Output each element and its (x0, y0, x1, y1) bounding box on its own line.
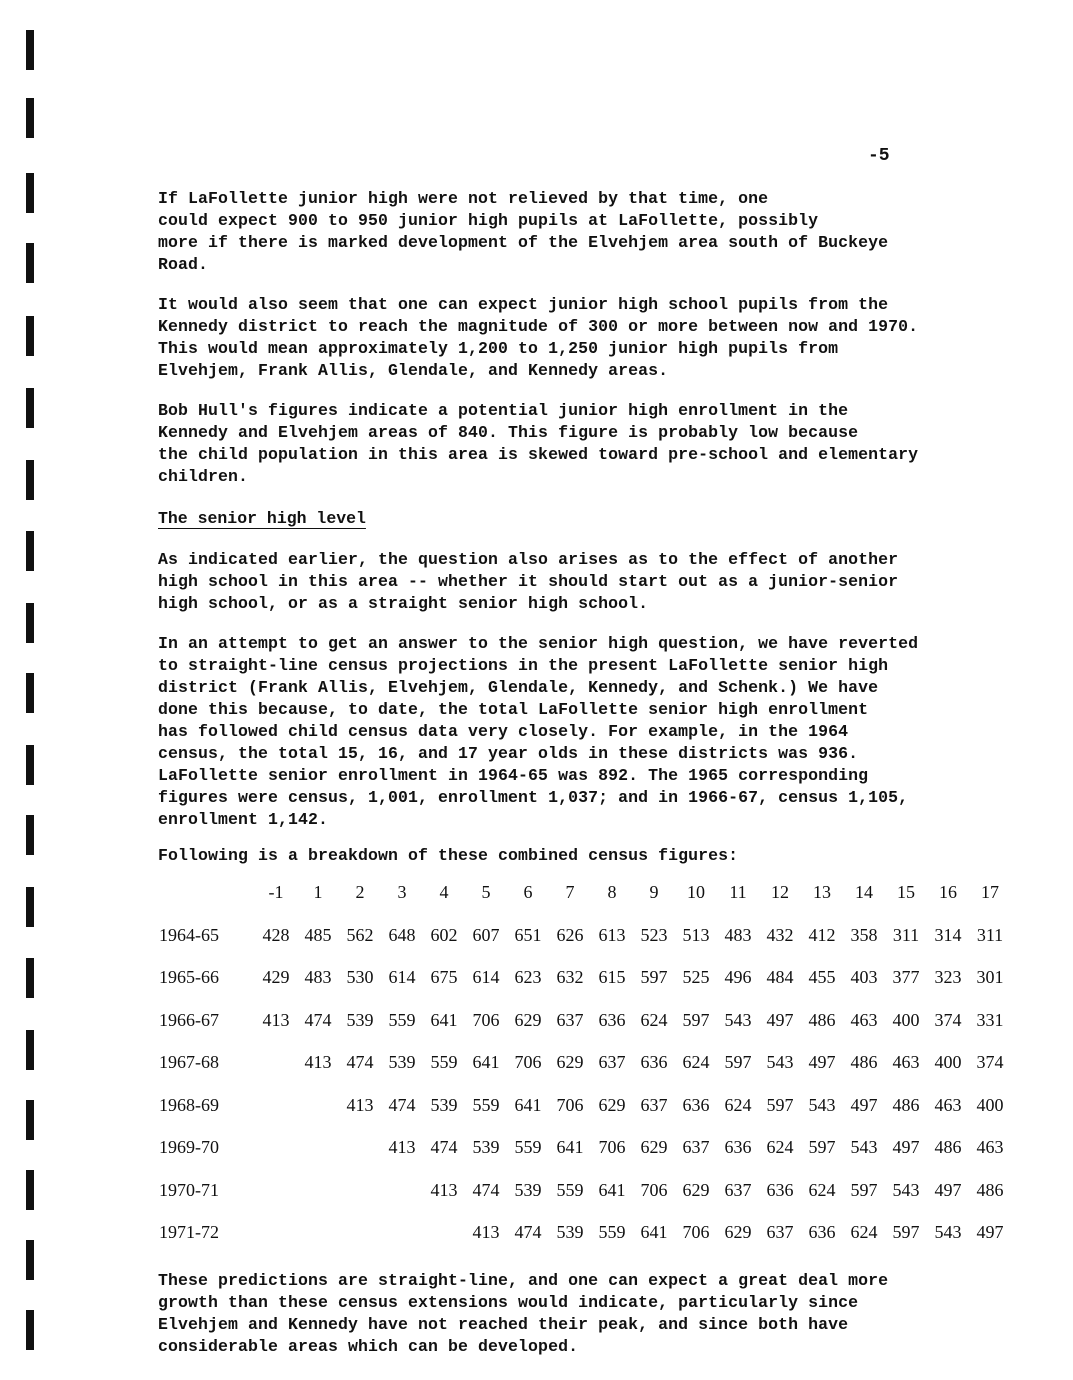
row-label-year: 1968-69 (159, 1094, 219, 1115)
census-value-cell: 497 (766, 1009, 794, 1030)
census-value-cell: 374 (934, 1009, 962, 1030)
census-value-cell: 597 (808, 1137, 836, 1157)
binder-mark (26, 887, 34, 927)
census-value-cell: 641 (556, 1137, 584, 1157)
census-value-cell: 463 (892, 1052, 920, 1072)
column-header: 4 (439, 882, 449, 902)
census-value-cell: 597 (724, 1052, 752, 1072)
column-header: 6 (523, 882, 533, 902)
census-value-cell: 562 (346, 924, 374, 945)
column-header: 8 (607, 882, 617, 902)
census-value-cell: 597 (892, 1222, 920, 1242)
census-value-cell: 623 (514, 967, 542, 987)
paragraph-bob-hull-figures: Bob Hull's figures indicate a potential junior high enrollment in the Kennedy and Elvehjem areas of 840. This figure is probably low because the child population in this area is skewed toward pre-school and elementary children. (158, 401, 919, 486)
census-value-cell: 629 (514, 1009, 542, 1030)
binder-mark (26, 1030, 34, 1070)
census-value-cell: 629 (682, 1179, 710, 1200)
census-value-cell: 597 (766, 1094, 794, 1115)
column-header: 10 (687, 882, 705, 902)
census-value-cell: 636 (640, 1052, 668, 1072)
row-label-year: 1971-72 (159, 1222, 219, 1242)
binder-mark (26, 1310, 34, 1350)
census-value-cell: 641 (514, 1094, 542, 1115)
census-value-cell: 413 (472, 1222, 500, 1242)
census-value-cell: 597 (640, 967, 668, 987)
paragraph-census-projections: In an attempt to get an answer to the senior high question, we have reverted to straight-line census projections in the present LaFollette senior high district (Frank Allis, Elvehjem, Glendale, Kennedy, and Schenk.) We have done this because, to date, the total LaFollette senior high enrollment has followed child census data very closely. For example, in the 1964 census, the total 15, 16, and 17 year olds in these districts was 936. LaFollette senior enrollment in 1964-65 was 892. The 1965 corresponding figures were census, 1,001, enrollment 1,037; and in 1966-67, census 1,105, enrollment 1,142. (158, 634, 919, 829)
census-value-cell: 497 (850, 1094, 878, 1115)
census-value-cell: 614 (472, 967, 500, 987)
census-value-cell: 311 (892, 924, 920, 945)
census-value-cell: 412 (808, 924, 836, 945)
census-value-cell: 636 (598, 1009, 626, 1030)
census-value-cell: 400 (892, 1009, 920, 1030)
column-header: 9 (649, 882, 659, 902)
census-value-cell: 496 (724, 967, 752, 987)
census-value-cell: 486 (934, 1137, 962, 1157)
census-value-cell: 513 (682, 924, 710, 945)
census-value-cell: 624 (850, 1222, 878, 1242)
census-value-cell: 463 (976, 1137, 1004, 1157)
census-value-cell: 597 (850, 1179, 878, 1200)
census-value-cell: 486 (808, 1009, 836, 1030)
census-value-cell: 474 (514, 1222, 542, 1242)
census-value-cell: 706 (472, 1009, 500, 1030)
census-value-cell: 486 (976, 1179, 1004, 1200)
census-value-cell: 474 (472, 1179, 500, 1200)
binder-mark (26, 745, 34, 785)
binder-mark (26, 815, 34, 855)
census-value-cell: 624 (724, 1094, 752, 1115)
census-value-cell: 626 (556, 924, 584, 945)
census-value-cell: 641 (640, 1222, 668, 1242)
census-value-cell: 377 (892, 967, 920, 987)
binder-mark (26, 316, 34, 356)
census-value-cell: 474 (388, 1094, 416, 1115)
column-header: 17 (981, 882, 999, 902)
census-value-cell: 636 (808, 1222, 836, 1242)
census-value-cell: 539 (388, 1052, 416, 1072)
census-value-cell: 486 (850, 1052, 878, 1072)
page-number: -5 (868, 146, 890, 166)
binder-mark (26, 1170, 34, 1210)
binder-mark (26, 958, 34, 998)
census-value-cell: 629 (556, 1052, 584, 1072)
census-value-cell: 543 (934, 1222, 962, 1242)
census-value-cell: 413 (262, 1009, 290, 1030)
census-value-cell: 641 (430, 1009, 458, 1030)
census-value-cell: 543 (892, 1179, 920, 1200)
census-value-cell: 474 (304, 1009, 332, 1030)
census-value-cell: 706 (556, 1094, 584, 1115)
census-row (155, 925, 1005, 955)
census-value-cell: 485 (304, 924, 332, 945)
census-value-cell: 483 (304, 967, 332, 987)
census-value-cell: 525 (682, 967, 710, 987)
census-value-cell: 597 (682, 1009, 710, 1030)
column-header: 11 (729, 882, 747, 902)
binder-mark (26, 1100, 34, 1140)
census-value-cell: 559 (598, 1222, 626, 1242)
census-value-cell: 543 (850, 1137, 878, 1157)
census-value-cell: 484 (766, 967, 794, 987)
census-value-cell: 463 (934, 1094, 962, 1115)
census-value-cell: 314 (934, 924, 962, 945)
column-header: 3 (397, 882, 407, 902)
census-value-cell: 602 (430, 924, 458, 945)
row-label-year: 1967-68 (159, 1052, 219, 1072)
column-header: 7 (565, 882, 575, 902)
census-value-cell: 523 (640, 924, 668, 945)
census-value-cell: 539 (472, 1137, 500, 1157)
binder-mark (26, 173, 34, 213)
column-header: 5 (481, 882, 491, 902)
census-value-cell: 413 (388, 1137, 416, 1157)
binder-mark (26, 603, 34, 643)
census-value-cell: 400 (976, 1094, 1004, 1115)
column-header: 12 (771, 882, 789, 902)
census-value-cell: 706 (640, 1179, 668, 1200)
census-value-cell: 629 (598, 1094, 626, 1115)
census-value-cell: 539 (514, 1179, 542, 1200)
census-value-cell: 497 (976, 1222, 1004, 1242)
binder-mark (26, 460, 34, 500)
census-value-cell: 636 (766, 1179, 794, 1200)
binder-mark (26, 1240, 34, 1280)
census-value-cell: 474 (346, 1052, 374, 1072)
census-value-cell: 497 (892, 1137, 920, 1157)
census-value-cell: 629 (640, 1137, 668, 1157)
census-value-cell: 624 (808, 1179, 836, 1200)
census-value-cell: 637 (598, 1052, 626, 1072)
census-row (155, 1010, 1005, 1040)
binder-mark (26, 30, 34, 70)
census-row (155, 1095, 1005, 1125)
census-header-row (155, 882, 1005, 912)
census-value-cell: 615 (598, 967, 626, 987)
column-header: 16 (939, 882, 957, 902)
census-value-cell: 432 (766, 924, 794, 945)
column-header: 15 (897, 882, 915, 902)
binder-mark (26, 673, 34, 713)
census-value-cell: 539 (556, 1222, 584, 1242)
census-value-cell: 651 (514, 924, 542, 945)
census-value-cell: 413 (346, 1094, 374, 1115)
census-value-cell: 559 (556, 1179, 584, 1200)
row-label-year: 1970-71 (159, 1179, 219, 1200)
census-value-cell: 539 (430, 1094, 458, 1115)
census-value-cell: 455 (808, 967, 836, 987)
row-label-year: 1964-65 (159, 924, 219, 945)
census-value-cell: 543 (724, 1009, 752, 1030)
census-value-cell: 624 (640, 1009, 668, 1030)
census-value-cell: 428 (262, 924, 290, 945)
census-value-cell: 543 (766, 1052, 794, 1072)
census-value-cell: 559 (430, 1052, 458, 1072)
census-value-cell: 323 (934, 967, 962, 987)
census-value-cell: 607 (472, 924, 500, 945)
census-value-cell: 358 (850, 924, 878, 945)
census-value-cell: 637 (682, 1137, 710, 1157)
census-value-cell: 413 (430, 1179, 458, 1200)
census-value-cell: 641 (472, 1052, 500, 1072)
census-value-cell: 559 (388, 1009, 416, 1030)
census-value-cell: 637 (640, 1094, 668, 1115)
census-value-cell: 637 (766, 1222, 794, 1242)
census-value-cell: 403 (850, 967, 878, 987)
census-value-cell: 400 (934, 1052, 962, 1072)
census-value-cell: 543 (808, 1094, 836, 1115)
census-value-cell: 374 (976, 1052, 1004, 1072)
census-value-cell: 632 (556, 967, 584, 987)
paragraph-kennedy-district: It would also seem that one can expect junior high school pupils from the Kennedy district to reach the magnitude of 300 or more between now and 1970. This would mean approximately 1,200 to 1,250 junior high pupils from Elvehjem, Frank Allis, Glendale, and Kennedy areas. (158, 295, 919, 380)
census-value-cell: 614 (388, 967, 416, 987)
row-label-year: 1966-67 (159, 1009, 219, 1030)
census-value-cell: 413 (304, 1052, 332, 1072)
census-value-cell: 559 (472, 1094, 500, 1115)
census-value-cell: 497 (808, 1052, 836, 1072)
column-header: 13 (813, 882, 831, 902)
census-value-cell: 636 (724, 1137, 752, 1157)
census-value-cell: 636 (682, 1094, 710, 1115)
paragraph-lafollette-relief: If LaFollette junior high were not relieved by that time, one could expect 900 to 950 junior high pupils at LaFollette, possibly more if there is marked development of the Elvehjem area south of Buckeye Road. (158, 189, 889, 274)
census-value-cell: 539 (346, 1009, 374, 1030)
column-header: 1 (313, 882, 323, 902)
row-label-year: 1965-66 (159, 967, 219, 987)
census-value-cell: 463 (850, 1009, 878, 1030)
census-value-cell: 311 (976, 924, 1004, 945)
row-label-year: 1969-70 (159, 1137, 219, 1157)
census-value-cell: 706 (682, 1222, 710, 1242)
census-value-cell: 706 (514, 1052, 542, 1072)
census-value-cell: 629 (724, 1222, 752, 1242)
census-value-cell: 637 (724, 1179, 752, 1200)
census-value-cell: 624 (766, 1137, 794, 1157)
census-value-cell: 530 (346, 967, 374, 987)
column-header: 2 (355, 882, 365, 902)
column-header: -1 (268, 882, 284, 902)
census-value-cell: 474 (430, 1137, 458, 1157)
binder-mark (26, 531, 34, 571)
census-row (155, 1222, 1005, 1252)
census-value-cell: 613 (598, 924, 626, 945)
census-row (155, 1180, 1005, 1210)
census-row (155, 1137, 1005, 1167)
column-header: 14 (855, 882, 873, 902)
paragraph-breakdown-intro: Following is a breakdown of these combined census figures: (158, 846, 739, 865)
binder-mark (26, 243, 34, 283)
census-value-cell: 637 (556, 1009, 584, 1030)
census-row (155, 967, 1005, 997)
census-value-cell: 483 (724, 924, 752, 945)
paragraph-predictions: These predictions are straight-line, and one can expect a great deal more growth than these census extensions would indicate, particularly since Elvehjem and Kennedy have not reached their peak, and since both have considerable areas which can be developed. (158, 1271, 889, 1356)
census-row (155, 1052, 1005, 1082)
census-value-cell: 559 (514, 1137, 542, 1157)
census-value-cell: 624 (682, 1052, 710, 1072)
section-heading-senior-high: The senior high level (158, 509, 366, 528)
census-value-cell: 331 (976, 1009, 1004, 1030)
binder-mark (26, 388, 34, 428)
census-value-cell: 301 (976, 967, 1004, 987)
census-value-cell: 675 (430, 967, 458, 987)
paragraph-senior-high-question: As indicated earlier, the question also arises as to the effect of another high school in this area -- whether it should start out as a junior-senior high school, or as a straight senior high school. (158, 550, 899, 613)
census-value-cell: 706 (598, 1137, 626, 1157)
census-value-cell: 648 (388, 924, 416, 945)
binder-mark (26, 98, 34, 138)
census-value-cell: 486 (892, 1094, 920, 1115)
census-value-cell: 429 (262, 967, 290, 987)
census-value-cell: 497 (934, 1179, 962, 1200)
census-value-cell: 641 (598, 1179, 626, 1200)
